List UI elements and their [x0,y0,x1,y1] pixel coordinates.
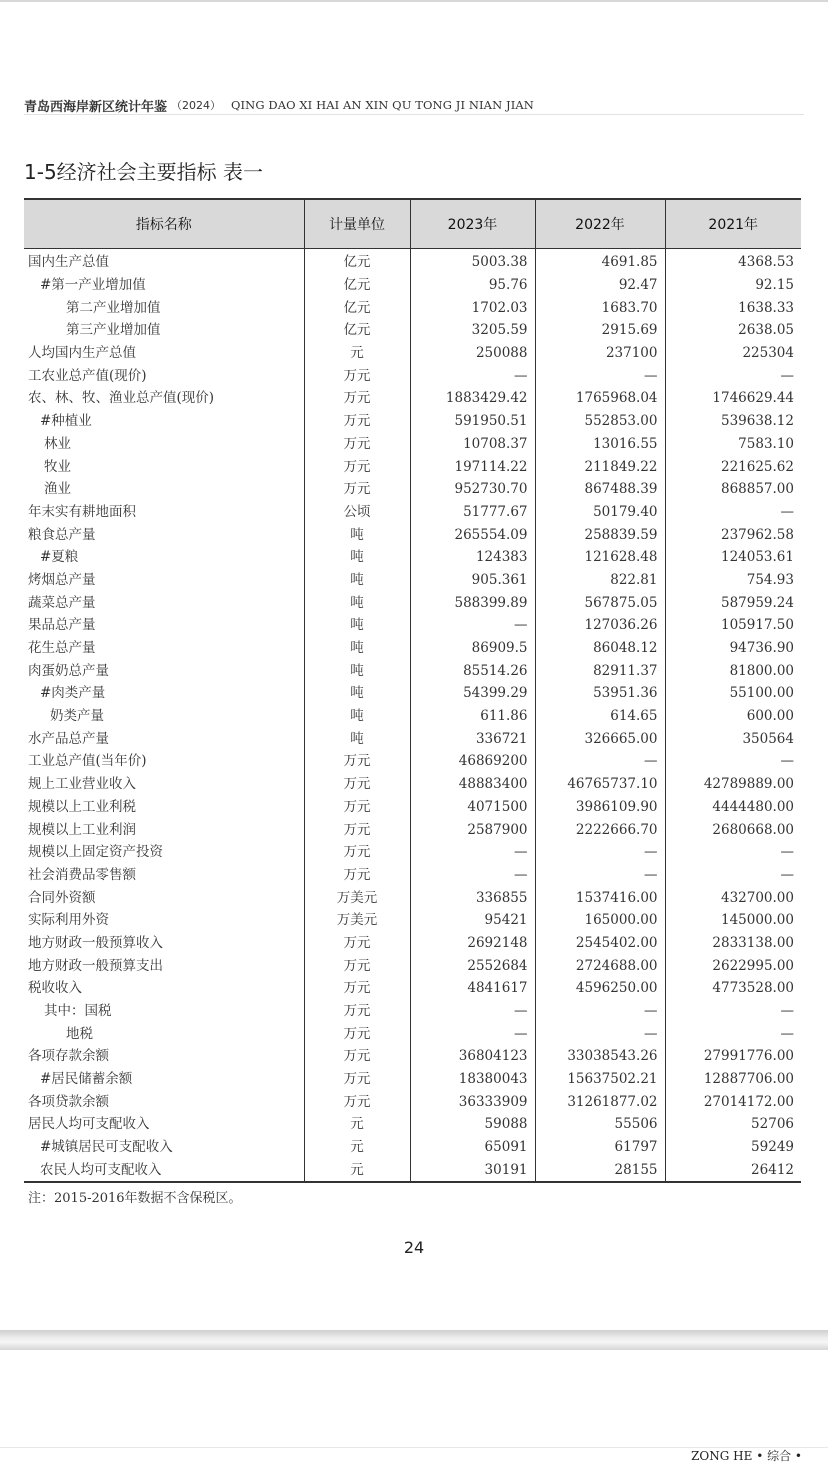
table-row [24,342,801,365]
value-2021-cell: 55100.00 [665,682,801,705]
value-2022-cell: 1765968.04 [535,387,665,410]
value-2021-cell: 59249 [665,1136,801,1159]
table-row [24,818,801,841]
indicator-name-cell: 合同外资额 [28,889,96,906]
unit-cell: 万元 [304,364,410,387]
value-2022-cell: 2915.69 [535,319,665,342]
indicator-name-cell: 各项存款余额 [28,1048,109,1065]
unit-cell: 万元 [304,864,410,887]
yearbook-title-pinyin: QING DAO XI HAI AN XIN QU TONG JI NIAN JIAN [231,98,534,112]
value-2021-cell: 225304 [665,342,801,365]
table-row [24,478,801,501]
unit-cell: 万元 [304,478,410,501]
unit-cell: 吨 [304,614,410,637]
value-2023-cell: 905.361 [410,569,535,592]
value-2022-cell: 92.47 [535,274,665,297]
value-2023-cell: — [410,364,535,387]
indicator-name-cell: 工农业总产值(现价) [28,367,147,384]
value-2021-cell: 221625.62 [665,455,801,478]
indicators-table [24,198,801,1183]
indicator-name-cell: 工业总产值(当年价) [28,753,147,770]
value-2023-cell: 46869200 [410,750,535,773]
table-row [24,387,801,410]
indicator-name-cell: #居民储蓄余额 [40,1071,133,1088]
value-2021-cell: 4444480.00 [665,796,801,819]
table-row [24,864,801,887]
table-row [24,637,801,660]
indicator-name-cell: 规模以上工业利税 [28,798,136,815]
value-2022-cell: 4596250.00 [535,977,665,1000]
value-2023-cell: 85514.26 [410,659,535,682]
column-header-2023: 2023年 [410,199,535,249]
value-2023-cell: 18380043 [410,1068,535,1091]
indicator-name-cell: 社会消费品零售额 [28,866,136,883]
value-2022-cell: 46765737.10 [535,773,665,796]
indicator-name-cell: 农、林、牧、渔业总产值(现价) [28,390,215,407]
value-2022-cell: 28155 [535,1159,665,1183]
value-2021-cell: 2680668.00 [665,818,801,841]
unit-cell: 吨 [304,659,410,682]
value-2023-cell: 336721 [410,727,535,750]
value-2023-cell: — [410,841,535,864]
value-2022-cell: 258839.59 [535,523,665,546]
unit-cell: 公顷 [304,501,410,524]
value-2021-cell: — [665,1000,801,1023]
table-row [24,682,801,705]
table-row [24,1113,801,1136]
indicator-name-cell: 林业 [44,435,71,452]
value-2022-cell: 211849.22 [535,455,665,478]
value-2023-cell: 86909.5 [410,637,535,660]
table-row [24,296,801,319]
table-row [24,750,801,773]
unit-cell: 万元 [304,1090,410,1113]
indicator-name-cell: 人均国内生产总值 [28,345,136,362]
value-2023-cell: 95421 [410,909,535,932]
indicator-name-cell: 第三产业增加值 [66,322,161,339]
indicator-name-cell: 烤烟总产量 [28,571,96,588]
value-2021-cell: — [665,864,801,887]
table-row [24,1068,801,1091]
table-body [24,249,801,1183]
table-row [24,274,801,297]
indicator-name-cell: #城镇居民可支配收入 [40,1139,173,1156]
table-row [24,501,801,524]
value-2022-cell: 82911.37 [535,659,665,682]
unit-cell: 吨 [304,569,410,592]
unit-cell: 万元 [304,954,410,977]
value-2023-cell: 3205.59 [410,319,535,342]
column-header-2021: 2021年 [665,199,801,249]
value-2023-cell: 197114.22 [410,455,535,478]
column-header-indicator: 指标名称 [24,199,304,249]
value-2022-cell: 31261877.02 [535,1090,665,1113]
indicator-name-cell: 规上工业营业收入 [28,776,136,793]
value-2023-cell: 59088 [410,1113,535,1136]
value-2021-cell: — [665,501,801,524]
value-2022-cell: 13016.55 [535,433,665,456]
table-row [24,727,801,750]
value-2022-cell: 4691.85 [535,249,665,274]
value-2022-cell: 33038543.26 [535,1045,665,1068]
value-2023-cell: 36333909 [410,1090,535,1113]
table-header [24,199,801,249]
value-2023-cell: 48883400 [410,773,535,796]
value-2023-cell: 54399.29 [410,682,535,705]
value-2022-cell: 867488.39 [535,478,665,501]
value-2021-cell: 124053.61 [665,546,801,569]
unit-cell: 万元 [304,796,410,819]
header-row [24,199,801,249]
indicator-name-cell: 奶类产量 [50,708,104,725]
table-row [24,523,801,546]
value-2021-cell: 587959.24 [665,591,801,614]
indicator-name-cell: #种植业 [40,413,92,430]
unit-cell: 万元 [304,773,410,796]
value-2021-cell: 42789889.00 [665,773,801,796]
unit-cell: 元 [304,1113,410,1136]
table-row [24,773,801,796]
value-2021-cell: 2833138.00 [665,932,801,955]
yearbook-year: （2024） [171,99,222,112]
unit-cell: 万元 [304,455,410,478]
value-2021-cell: 81800.00 [665,659,801,682]
unit-cell: 吨 [304,727,410,750]
value-2021-cell: 754.93 [665,569,801,592]
table-row [24,1136,801,1159]
value-2023-cell: 124383 [410,546,535,569]
value-2022-cell: — [535,864,665,887]
value-2021-cell: 7583.10 [665,433,801,456]
unit-cell: 万美元 [304,886,410,909]
value-2022-cell: — [535,1000,665,1023]
unit-cell: 元 [304,342,410,365]
table-row [24,796,801,819]
unit-cell: 亿元 [304,249,410,274]
value-2022-cell: 121628.48 [535,546,665,569]
table-row [24,455,801,478]
value-2021-cell: 26412 [665,1159,801,1183]
value-2021-cell: 868857.00 [665,478,801,501]
value-2023-cell: 611.86 [410,705,535,728]
unit-cell: 吨 [304,523,410,546]
unit-cell: 万元 [304,932,410,955]
indicator-name-cell: 肉蛋奶总产量 [28,662,109,679]
value-2022-cell: 55506 [535,1113,665,1136]
column-header-unit: 计量单位 [304,199,410,249]
value-2021-cell: — [665,750,801,773]
value-2021-cell: 600.00 [665,705,801,728]
value-2021-cell: 27991776.00 [665,1045,801,1068]
table-row [24,705,801,728]
unit-cell: 万元 [304,410,410,433]
value-2023-cell: 10708.37 [410,433,535,456]
unit-cell: 万元 [304,977,410,1000]
value-2022-cell: 165000.00 [535,909,665,932]
value-2022-cell: 614.65 [535,705,665,728]
value-2021-cell: 1746629.44 [665,387,801,410]
table-row [24,909,801,932]
value-2023-cell: 4071500 [410,796,535,819]
value-2021-cell: 539638.12 [665,410,801,433]
value-2022-cell: 15637502.21 [535,1068,665,1091]
value-2021-cell: 237962.58 [665,523,801,546]
value-2021-cell: — [665,1022,801,1045]
table-row [24,249,801,274]
value-2021-cell: — [665,841,801,864]
page-break-gutter [0,1330,828,1350]
table-row [24,319,801,342]
indicator-name-cell: 规模以上固定资产投资 [28,844,163,861]
indicator-name-cell: 地方财政一般预算支出 [28,957,163,974]
indicator-name-cell: 第二产业增加值 [66,299,161,316]
table-footnote: 注：2015-2016年数据不含保税区。 [28,1191,242,1206]
value-2021-cell: 27014172.00 [665,1090,801,1113]
indicator-name-cell: 规模以上工业利润 [28,821,136,838]
table-title: 1-5经济社会主要指标 表一 [24,160,264,184]
value-2023-cell: 65091 [410,1136,535,1159]
next-page-running-head: ZONG HE • 综合 • [691,1449,802,1463]
table-row [24,1159,801,1183]
value-2021-cell: 432700.00 [665,886,801,909]
value-2022-cell: — [535,750,665,773]
value-2021-cell: 12887706.00 [665,1068,801,1091]
value-2022-cell: 2222666.70 [535,818,665,841]
value-2022-cell: — [535,841,665,864]
indicator-name-cell: 国内生产总值 [28,254,109,271]
value-2022-cell: 53951.36 [535,682,665,705]
value-2023-cell: 2552684 [410,954,535,977]
unit-cell: 亿元 [304,296,410,319]
value-2023-cell: 36804123 [410,1045,535,1068]
indicator-name-cell: #肉类产量 [40,685,106,702]
value-2022-cell: 1537416.00 [535,886,665,909]
indicator-name-cell: 农民人均可支配收入 [24,1159,304,1183]
value-2022-cell: 552853.00 [535,410,665,433]
unit-cell: 万元 [304,750,410,773]
value-2023-cell: 2587900 [410,818,535,841]
value-2022-cell: 2545402.00 [535,932,665,955]
value-2021-cell: 2622995.00 [665,954,801,977]
indicator-name-cell: #夏粮 [40,549,79,566]
value-2023-cell: 250088 [410,342,535,365]
indicator-name-cell: 牧业 [44,458,71,475]
value-2023-cell: 95.76 [410,274,535,297]
value-2022-cell: 2724688.00 [535,954,665,977]
indicator-name-cell: 年末实有耕地面积 [28,503,136,520]
value-2022-cell: — [535,1022,665,1045]
table-row [24,546,801,569]
value-2022-cell: 822.81 [535,569,665,592]
value-2023-cell: 30191 [410,1159,535,1183]
indicator-name-cell: 蔬菜总产量 [28,594,96,611]
table-row [24,1090,801,1113]
value-2023-cell: 588399.89 [410,591,535,614]
indicator-name-cell: 其中：国税 [44,1003,112,1020]
indicator-name-cell: 水产品总产量 [28,730,109,747]
unit-cell: 吨 [304,705,410,728]
value-2023-cell: — [410,1022,535,1045]
unit-cell: 万元 [304,387,410,410]
running-head [24,96,804,114]
value-2022-cell: 86048.12 [535,637,665,660]
value-2021-cell: — [665,364,801,387]
value-2023-cell: 336855 [410,886,535,909]
value-2022-cell: 3986109.90 [535,796,665,819]
value-2021-cell: 92.15 [665,274,801,297]
yearbook-title: 青岛西海岸新区统计年鉴 [24,99,168,115]
value-2023-cell: 591950.51 [410,410,535,433]
value-2021-cell: 4773528.00 [665,977,801,1000]
value-2021-cell: 145000.00 [665,909,801,932]
indicator-name-cell: 居民人均可支配收入 [28,1116,150,1133]
value-2023-cell: 5003.38 [410,249,535,274]
value-2022-cell: 127036.26 [535,614,665,637]
value-2021-cell: 52706 [665,1113,801,1136]
unit-cell: 吨 [304,637,410,660]
value-2021-cell: 4368.53 [665,249,801,274]
table-row [24,410,801,433]
table-row [24,591,801,614]
value-2023-cell: — [410,1000,535,1023]
unit-cell: 万元 [304,1068,410,1091]
indicator-name-cell: 渔业 [44,481,71,498]
indicator-name-cell: #第一产业增加值 [40,277,146,294]
table-row [24,977,801,1000]
table-row [24,1045,801,1068]
unit-cell: 亿元 [304,274,410,297]
unit-cell: 元 [304,1159,410,1183]
value-2022-cell: 50179.40 [535,501,665,524]
value-2021-cell: 350564 [665,727,801,750]
page-number: 24 [403,1238,425,1257]
unit-cell: 万元 [304,1022,410,1045]
unit-cell: 万元 [304,818,410,841]
table-row [24,1022,801,1045]
value-2021-cell: 105917.50 [665,614,801,637]
value-2023-cell: 952730.70 [410,478,535,501]
value-2022-cell: 1683.70 [535,296,665,319]
value-2022-cell: 326665.00 [535,727,665,750]
indicator-name-cell: 实际利用外资 [28,912,109,929]
indicator-name-cell: 花生总产量 [28,640,96,657]
value-2023-cell: 265554.09 [410,523,535,546]
value-2021-cell: 2638.05 [665,319,801,342]
table-row [24,614,801,637]
table-row [24,659,801,682]
unit-cell: 万元 [304,1000,410,1023]
table-row [24,932,801,955]
unit-cell: 吨 [304,546,410,569]
value-2023-cell: 51777.67 [410,501,535,524]
unit-cell: 万元 [304,433,410,456]
unit-cell: 万元 [304,841,410,864]
value-2023-cell: 2692148 [410,932,535,955]
indicator-name-cell: 地方财政一般预算收入 [28,934,163,951]
unit-cell: 万元 [304,1045,410,1068]
column-header-2022: 2022年 [535,199,665,249]
value-2022-cell: — [535,364,665,387]
unit-cell: 吨 [304,591,410,614]
indicator-name-cell: 税收收入 [28,980,82,997]
table-row [24,364,801,387]
indicator-name-cell: 粮食总产量 [28,526,96,543]
page-top-edge [0,0,828,2]
value-2023-cell: — [410,614,535,637]
value-2023-cell: — [410,864,535,887]
indicator-name-cell: 各项贷款余额 [28,1093,109,1110]
table-row [24,433,801,456]
table-row [24,886,801,909]
indicator-name-cell: 果品总产量 [28,617,96,634]
value-2023-cell: 1702.03 [410,296,535,319]
value-2021-cell: 1638.33 [665,296,801,319]
value-2021-cell: 94736.90 [665,637,801,660]
value-2023-cell: 4841617 [410,977,535,1000]
running-head-divider [24,114,804,115]
indicator-name-cell: 地税 [66,1025,93,1042]
table-row [24,954,801,977]
table-row [24,841,801,864]
unit-cell: 吨 [304,682,410,705]
table-row [24,1000,801,1023]
value-2022-cell: 237100 [535,342,665,365]
unit-cell: 万美元 [304,909,410,932]
value-2022-cell: 61797 [535,1136,665,1159]
value-2023-cell: 1883429.42 [410,387,535,410]
unit-cell: 元 [304,1136,410,1159]
value-2022-cell: 567875.05 [535,591,665,614]
table-row [24,569,801,592]
unit-cell: 亿元 [304,319,410,342]
